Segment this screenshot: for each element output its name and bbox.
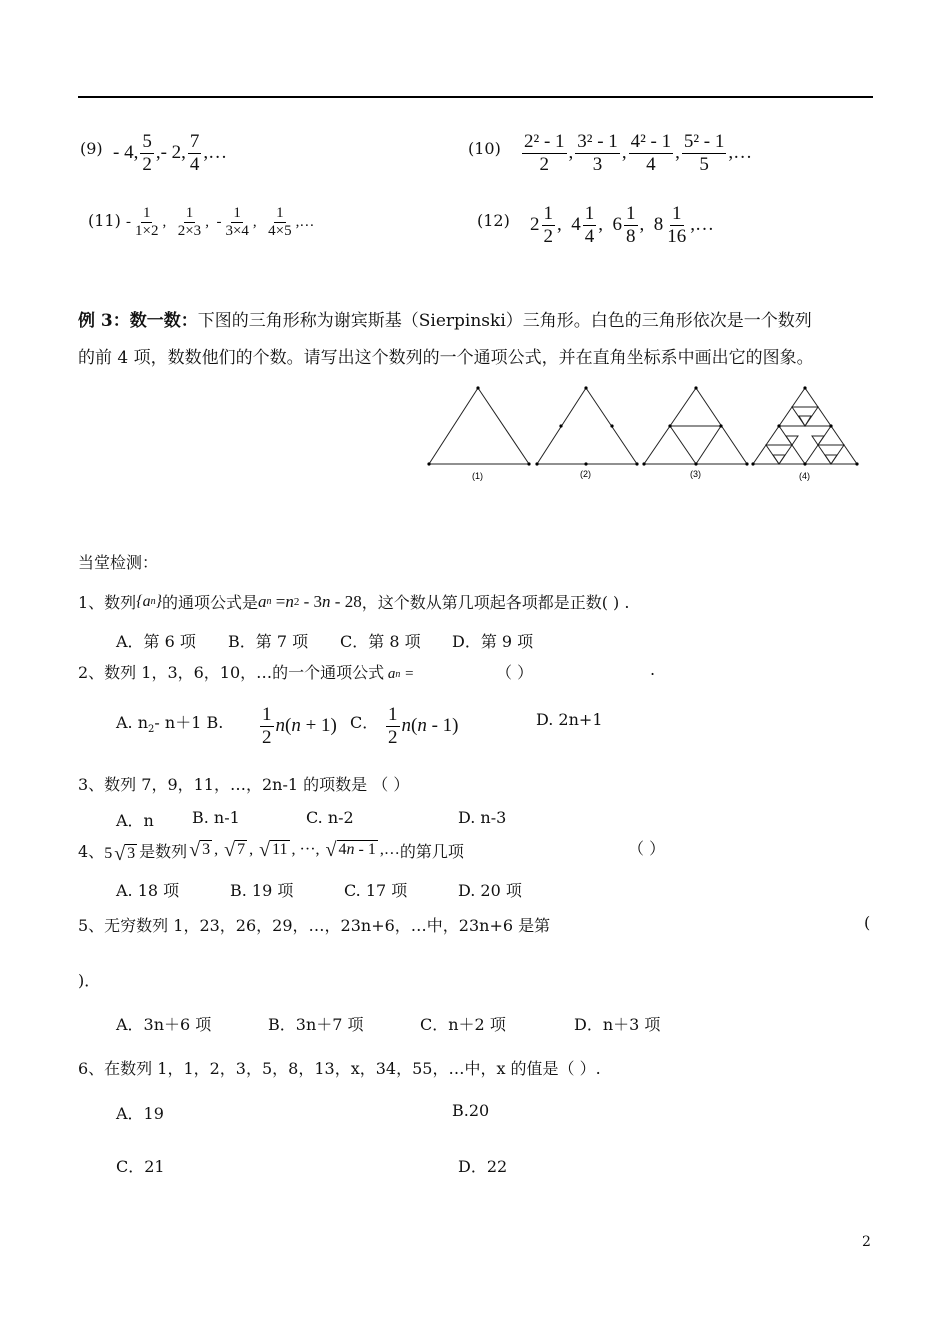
fraction: $\frac{\text{5² - 1}}{5}$: [683, 131, 725, 175]
q5-paren-open: (: [864, 913, 871, 932]
item-11-sequence: - $\frac{1}{1\times 2}$ , $\frac{1}{2\times 3}$ , - $\frac{1}{3\times 4}$ , $\frac{1}{4\times 5}$ ,…: [126, 205, 315, 240]
q4-paren: （ ）: [628, 839, 666, 858]
fraction: $\frac{1}{2}$: [543, 203, 553, 247]
q5-option-c: C．n＋2 项: [420, 1015, 506, 1034]
question-3: 3、数列 7，9，11，…，2n-1 的项数是 （ ）: [78, 775, 410, 794]
fraction: $\frac{\text{4² - 1}}{4}$: [630, 131, 672, 175]
fraction: $\frac{1}{2\times 3}$: [177, 205, 202, 240]
q2-paren: （ ）: [496, 663, 534, 682]
q1-option-a: A．第 6 项: [116, 632, 196, 651]
fraction: $\frac{5}{2}$: [142, 131, 152, 175]
fraction: $\frac{1}{3\times 4}$: [225, 205, 249, 240]
q6-option-c: C．21: [116, 1157, 165, 1176]
example-3-line-1: 例 3：数一数：下图的三角形称为谢宾斯基（Sierpinski）三角形。白色的三角形依次是一个数列: [78, 311, 812, 331]
q4-option-b: B. 19 项: [230, 881, 294, 900]
q4-sequence: √ 3 , √ 7 , √ 11 , ···, √ 4n - 1 ,…: [189, 839, 400, 861]
item-11-label: (11): [88, 211, 121, 230]
fraction: $\frac{1}{16}$: [667, 203, 687, 247]
q1-option-d: D．第 9 项: [452, 632, 534, 651]
q3-option-c: C. n-2: [306, 808, 354, 827]
q3-option-d: D. n-3: [458, 808, 507, 827]
triangle-1: [429, 388, 529, 464]
figure-label-2: (2): [580, 469, 591, 479]
q2-option-b-formula: $\frac{1}{2}$ n ( n + 1): [262, 704, 337, 748]
q4-option-d: D. 20 项: [458, 881, 522, 900]
item-9-sequence: - 4, $\frac{5}{2}$ ,- 2, $\frac{7}{4}$ ,…: [113, 131, 228, 175]
q5-option-b: B．3n＋7 项: [268, 1015, 364, 1034]
sequence-notation: {a n }: [136, 592, 162, 610]
item-12-label: (12): [477, 211, 510, 230]
question-4: 4、 5 √ 3 是数列 √ 3 , √ 7 , √ 11 , ···, √ 4n - 1 ,… 的第几项: [78, 839, 464, 865]
sierpinski-triangles-figure: [420, 380, 865, 485]
triangle-2: [537, 388, 637, 464]
question-5: 5、无穷数列 1，23，26，29，…，23n+6，…中，23n+6 是第: [78, 916, 551, 935]
q6-option-b: B.20: [452, 1101, 490, 1120]
fraction: $\frac{1}{8}$: [626, 203, 636, 247]
formula-q1: a n = n 2 - 3 n - 28: [258, 591, 362, 611]
question-2: 2、数列 1，3，6，10，…的一个通项公式 a n =: [78, 663, 415, 682]
item-10-sequence: $\frac{\text{2² - 1}}{2}$ , $\frac{\text{3² - 1}}{3}$ , $\frac{\text{4² - 1}}{4}$ , $\frac{\text{5² - 1}}{5}$ ,…: [524, 131, 753, 175]
section-title: 当堂检测：: [78, 553, 159, 572]
example-3-line-2: 的前 4 项，数数他们的个数。请写出这个数列的一个通项公式，并在直角坐标系中画出它的图象。: [78, 348, 814, 368]
q2-option-c-label: C．: [350, 713, 379, 732]
figure-label-1: (1): [472, 471, 483, 481]
question-6: 6、在数列 1，1，2，3，5，8，13，x，34，55，…中，x 的值是（ ）.: [78, 1059, 601, 1078]
q5-paren-close: )．: [78, 971, 101, 990]
q1-option-c: C．第 8 项: [340, 632, 421, 651]
item-9-label: (9): [80, 139, 103, 158]
fraction: $\frac{7}{4}$: [189, 131, 200, 175]
header-rule: [78, 96, 873, 98]
q2-option-d: D. 2n+1: [536, 710, 603, 729]
item-12-sequence: 2 $\frac{1}{2}$ , 4 $\frac{1}{4}$ , 6 $\frac{1}{8}$ , 8 $\frac{1}{16}$ ,…: [530, 203, 714, 247]
q6-option-a: A．19: [116, 1104, 164, 1123]
figure-label-4: (4): [799, 471, 810, 481]
q3-option-b: B. n-1: [192, 808, 240, 827]
fraction: $\frac{\text{3² - 1}}{3}$: [577, 131, 618, 175]
fraction: $\frac{1}{1\times 2}$: [135, 205, 159, 240]
fraction: $\frac{1}{4}$: [584, 203, 595, 247]
q4-option-a: A. 18 项: [116, 881, 180, 900]
q2-dot: .: [650, 660, 656, 679]
q1-option-b: B．第 7 项: [228, 632, 309, 651]
page-number: 2: [862, 1234, 871, 1250]
fraction: $\frac{1}{4\times 5}$: [268, 205, 292, 240]
figure-label-3: (3): [690, 469, 701, 479]
question-1: 1、数列 {a n } 的通项公式是 a n = n 2 - 3 n - 28 ，这个数从第几项起各项都是正数( ) .: [78, 591, 630, 612]
fraction: $\frac{\text{2² - 1}}{2}$: [524, 131, 565, 175]
q3-option-a: A．n: [116, 811, 154, 830]
q5-option-a: A．3n＋6 项: [116, 1015, 212, 1034]
q4-option-c: C. 17 项: [344, 881, 408, 900]
item-10-label: (10): [468, 139, 501, 158]
q2-option-a: A. $n_2-$ n＋1 B.: [116, 713, 224, 736]
q5-option-d: D．n＋3 项: [574, 1015, 661, 1034]
q2-option-c-formula: $\frac{1}{2}$ n ( n - 1): [388, 704, 459, 748]
q6-option-d: D．22: [458, 1157, 508, 1176]
